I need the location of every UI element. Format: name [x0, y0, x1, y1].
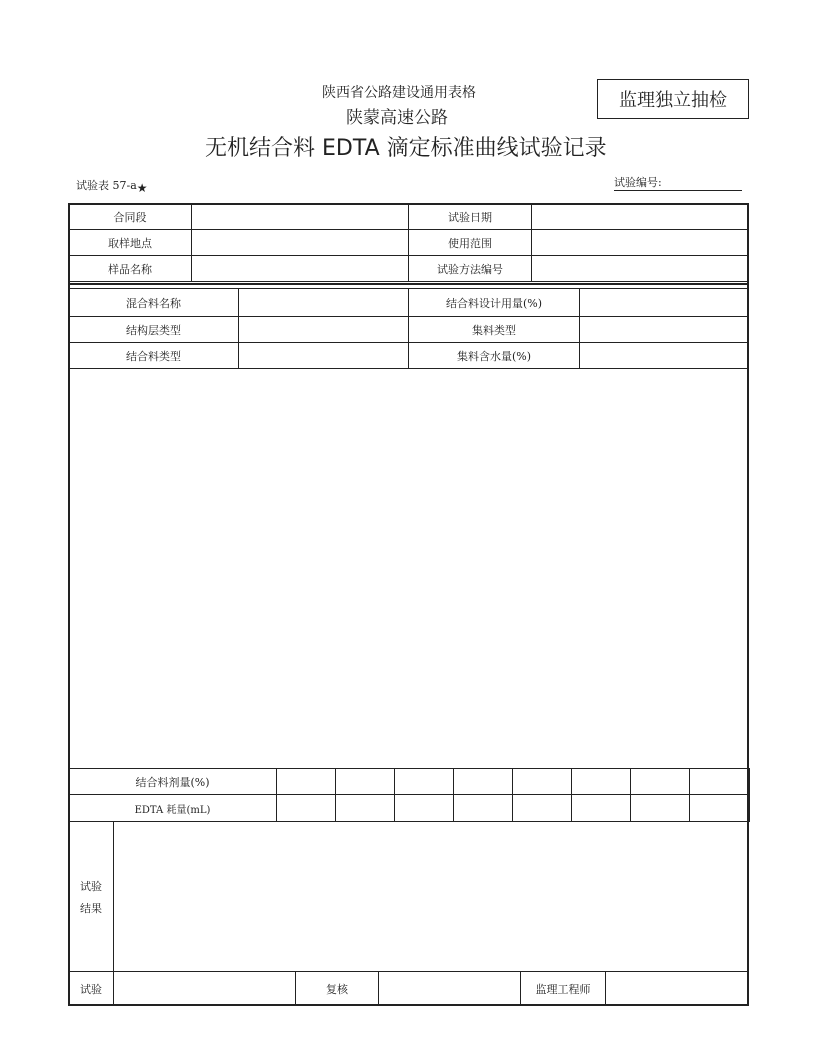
supervisor-label: 监理工程师: [520, 971, 606, 1006]
star-icon: ★: [136, 181, 148, 195]
reviewer-label: 复核: [295, 971, 379, 1006]
aggregate-moisture-label: 集料含水量(%): [408, 342, 580, 369]
page-title: 无机结合料 EDTA 滴定标准曲线试验记录: [205, 136, 607, 161]
binder-design-label: 结合料设计用量(%): [408, 288, 580, 317]
edta-label: EDTA 耗量(mL): [68, 794, 277, 822]
test-number-label: 试验编号:: [614, 176, 662, 189]
supervision-stamp: 监理独立抽检: [597, 79, 749, 119]
form-number: [76, 177, 148, 193]
test-date-label: 试验日期: [408, 203, 532, 230]
contract-label: 合同段: [68, 203, 192, 230]
sample-name-label: 样品名称: [68, 255, 192, 282]
dose-label: 结合料剂量(%): [68, 768, 277, 795]
org-name: 陕西省公路建设通用表格: [322, 85, 476, 101]
aggregate-type-label: 集料类型: [408, 316, 580, 343]
sampling-site-label: 取样地点: [68, 229, 192, 256]
results-label-line2: 结果: [80, 901, 102, 915]
scope-label: 使用范围: [408, 229, 532, 256]
table-border: [68, 203, 749, 1006]
tester-label: 试验: [68, 971, 114, 1006]
form-number-text: 试验表 57-a: [76, 179, 137, 192]
binder-type-label: 结合料类型: [68, 342, 239, 369]
test-number-field[interactable]: [614, 174, 742, 191]
mix-name-label: 混合料名称: [68, 288, 239, 317]
method-no-label: 试验方法编号: [408, 255, 532, 282]
project-name: 陕蒙高速公路: [346, 108, 448, 128]
results-label-line1: 试验: [80, 879, 102, 893]
layer-type-label: 结构层类型: [68, 316, 239, 343]
